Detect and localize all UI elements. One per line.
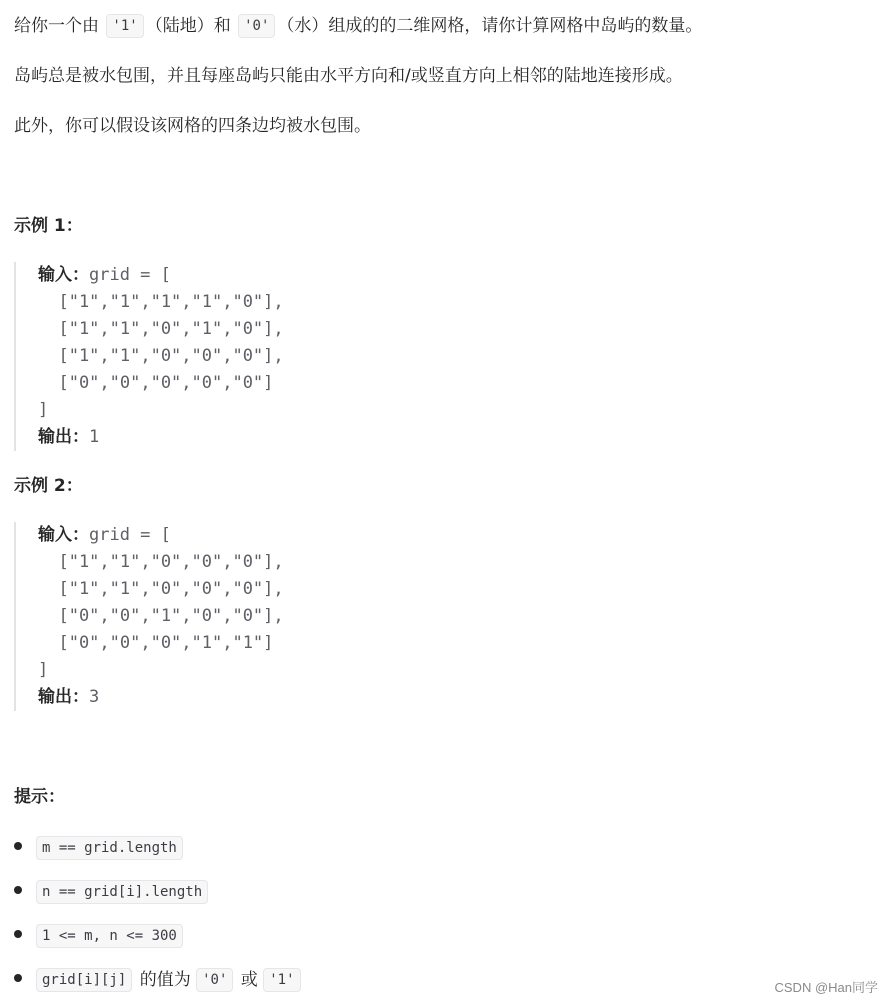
input-label: 输入：: [38, 265, 89, 285]
hint-item: [14, 878, 210, 906]
grid-row: ["0","0","0","0","0"]: [38, 373, 274, 393]
intro-paragraph-3: 此外，你可以假设该网格的四条边均被水包围。: [14, 116, 371, 136]
hint-item: [14, 966, 303, 994]
intro-text: （水）组成的的二维网格，请你计算网格中岛屿的数量。: [277, 16, 703, 36]
hint-code: m == grid.length: [36, 836, 183, 860]
grid-row: ["1","1","0","0","0"],: [38, 346, 284, 366]
example-2-block: [14, 522, 638, 711]
output-label: 输出：: [38, 427, 89, 447]
intro-text: （陆地）和: [145, 16, 237, 36]
grid-row: ["1","1","0","0","0"],: [38, 579, 284, 599]
example-2-heading: 示例 2：: [14, 476, 83, 496]
grid-row: ["0","0","1","0","0"],: [38, 606, 284, 626]
hint-text: 或: [235, 970, 264, 990]
example-1-input-line: [38, 262, 638, 289]
watermark: CSDN @Han同学: [774, 980, 878, 995]
hint-text: 的值为: [134, 970, 197, 990]
grid-close: ]: [38, 400, 49, 420]
example-1-heading: 示例 1：: [14, 216, 83, 236]
example-2-output-line: [38, 684, 638, 711]
output-value: 1: [89, 427, 100, 447]
hint-code: grid[i][j]: [36, 968, 132, 992]
grid-row: ["0","0","0","1","1"]: [38, 633, 274, 653]
hint-item: [14, 922, 185, 950]
example-1-output-line: [38, 424, 638, 451]
hint-code: '0': [196, 968, 233, 992]
hint-code: '1': [263, 968, 300, 992]
inline-code-land: '1': [106, 14, 143, 38]
grid-row: ["1","1","0","0","0"],: [38, 552, 284, 572]
grid-row: ["1","1","0","1","0"],: [38, 319, 284, 339]
grid-row: ["1","1","1","1","0"],: [38, 292, 284, 312]
hint-code: 1 <= m, n <= 300: [36, 924, 183, 948]
bullet-icon: [14, 842, 22, 850]
input-value: grid = [: [89, 265, 171, 285]
input-value: grid = [: [89, 525, 171, 545]
output-value: 3: [89, 687, 100, 707]
inline-code-water: '0': [238, 14, 275, 38]
bullet-icon: [14, 930, 22, 938]
bullet-icon: [14, 886, 22, 894]
grid-close: ]: [38, 660, 49, 680]
hint-code: n == grid[i].length: [36, 880, 208, 904]
intro-text: 给你一个由: [14, 16, 105, 36]
hint-item: [14, 834, 185, 862]
intro-paragraph-2: 岛屿总是被水包围，并且每座岛屿只能由水平方向和/或竖直方向上相邻的陆地连接形成。: [14, 66, 683, 86]
intro-paragraph-1: [14, 14, 702, 38]
example-2-input-line: [38, 522, 638, 549]
example-1-block: [14, 262, 638, 451]
input-label: 输入：: [38, 525, 89, 545]
bullet-icon: [14, 974, 22, 982]
hints-heading: 提示：: [14, 787, 65, 807]
output-label: 输出：: [38, 687, 89, 707]
